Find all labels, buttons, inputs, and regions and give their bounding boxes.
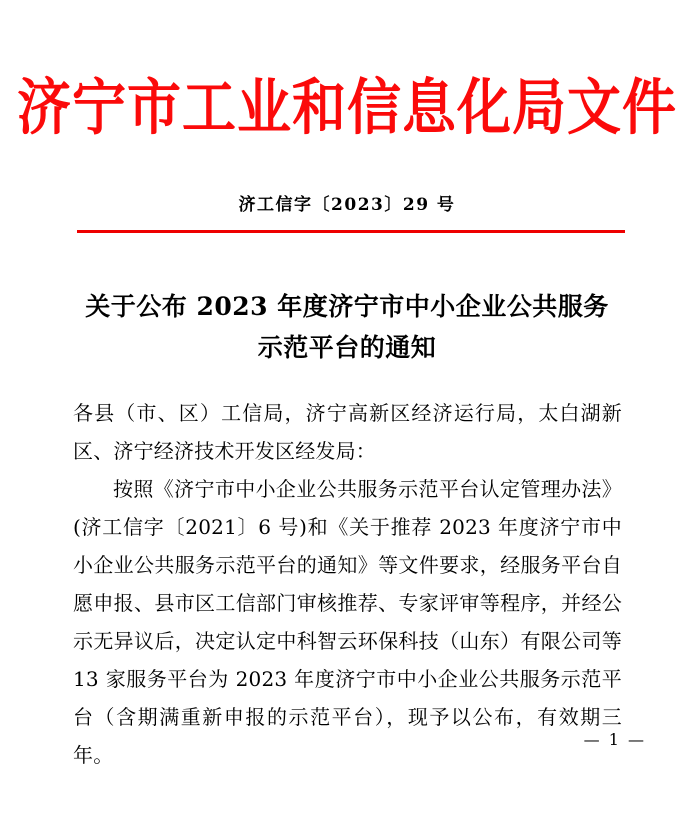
document-title xyxy=(47,286,647,368)
page-number-footer: — 1 — xyxy=(583,730,646,749)
addressee-paragraph: 各县（市、区）工信局，济宁高新区经济运行局，太白湖新区、济宁经济技术开发区经发局： xyxy=(73,401,622,463)
document-serial-number: 济工信字〔2023〕29 号 xyxy=(238,195,456,215)
document-title-line-2: 示范平台的通知 xyxy=(257,333,437,362)
document-title-line-1: 关于公布 2023 年度济宁市中小企业公共服务 xyxy=(85,292,609,321)
document-body xyxy=(73,394,622,774)
document-masthead: 济宁市工业和信息化局文件 xyxy=(17,70,677,143)
body-paragraph-1: 按照《济宁市中小企业公共服务示范平台认定管理办法》(济工信字〔2021〕6 号)和《关于推荐 2023 年度济宁市中小企业公共服务示范平台的通知》等文件要求，经服务平台自愿申报、县市区工信部门审核推荐、专家评审等程序，并经公示无异议后，决定认定中科智云环保科技（山东）有限公司等 13 家服务平台为 2023 年度济宁市中小企业公共服务示范平台（含期满重新申报的示范平台），现予以公布，有效期三年。 xyxy=(73,477,622,767)
red-divider-rule xyxy=(77,230,625,233)
